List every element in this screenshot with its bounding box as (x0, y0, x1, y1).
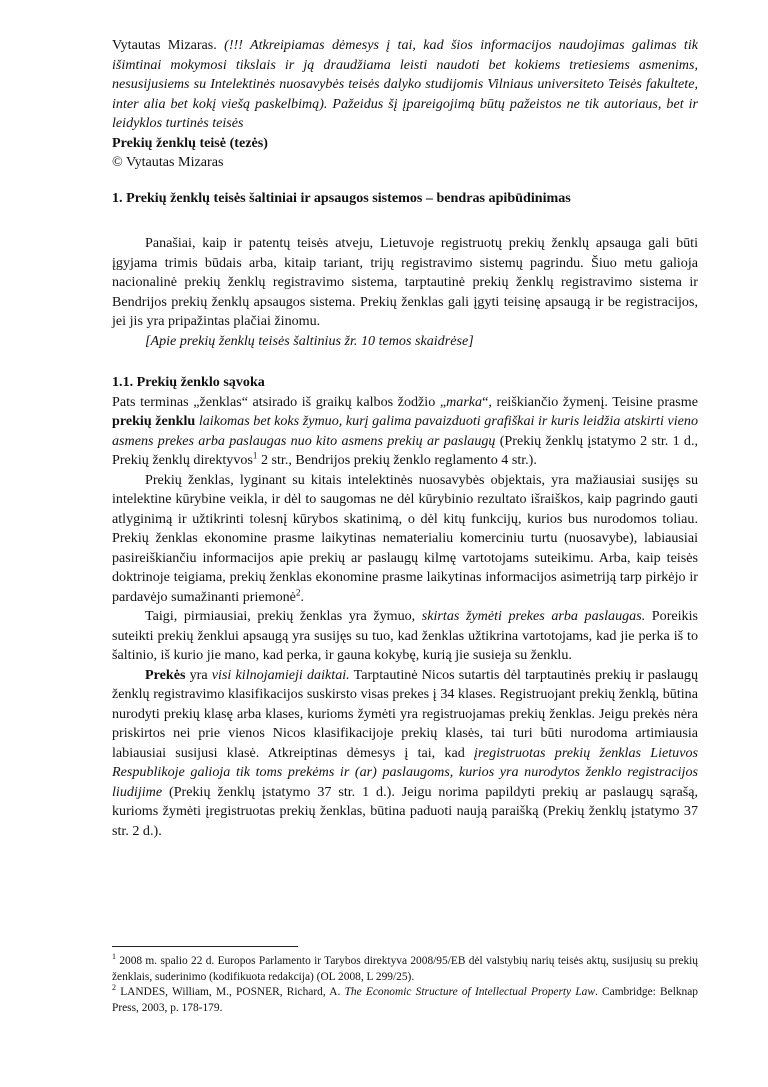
footnote-1: $^1$ 2008 m. spalio 22 d. Europos Parlamento ir Tarybos direktyva 2008/95/EB dėl valstybių narių teisės aktų, susijusių su prekių ženklais, suderinimo (kodifikuota redakcija) (OL 2008, L 299/25). (112, 952, 698, 983)
copyright-line: © Vytautas Mizaras (112, 154, 224, 170)
footnotes (112, 954, 698, 1016)
document-title: Prekių ženklų teisė (tezės) (112, 134, 268, 151)
section-1-1-paragraph-1: Pats terminas „ženklas“ atsirado iš graikų kalbos žodžio „marka“, reiškiančio žymenį. Teisine prasme prekių ženklu laikomas bet koks žymuo, kurį galima pavaizduoti grafiškai ir kuris leidžia atskirti vieno asmens prekes arba paslaugas nuo kito asmens prekių ar paslaugų (Prekių ženklų įstatymo 2 str. 1 d., Prekių ženklų direktyvos$^1$ 2 str., Bendrijos prekių ženklo reglamento 4 str.). (112, 393, 698, 468)
usage-notice: (!!! Atkreipiamas dėmesys į tai, kad šios informacijos naudojimas galimas tik išimtinai mokymosi tikslais ir ją draudžiama leisti naudoti bet kokiems tretiesiems asmenims, nesusijusiems su Intelektinės nuosavybės teisės dalyko studijomis Vilniaus universiteto Teisės fakultete, inter alia bet kokį viešą paskelbimą). Pažeidus šį įpareigojimą būtų pažeistos ne tik autoriaus, bet ir leidyklos turtinės teisės (112, 37, 698, 131)
section-1-paragraph-1: Panašiai, kaip ir patentų teisės atveju, Lietuvoje registruotų prekių ženklų apsauga gali būti įgyjama trimis būdais arba, kitaip tariant, trijų registravimo sistemų pagrindu. Šiuo metu galioja nacionalinė prekių ženklų registravimo sistema, tarptautinė prekių ženklų registravimo sistema ir Bendrijos prekių ženklų apsaugos sistema. Prekių ženklas gali įgyti teisinę apsaugą ir be registracijos, jei jis yra pripažintas plačiai žinomu. (112, 235, 698, 329)
section-1-1-heading: 1.1. Prekių ženklo sąvoka (112, 374, 265, 390)
definition-text: laikomas bet koks žymuo, kurį galima pavaizduoti grafiškai ir kuris leidžia atskirti vieno asmens prekes arba paslaugas nuo kito asmens prekių ar paslaugų (112, 413, 698, 449)
footnote-separator (112, 946, 298, 947)
section-1-heading: 1. Prekių ženklų teisės šaltiniai ir apsaugos sistemos – bendras apibūdinimas (112, 189, 571, 206)
section-1-1-paragraph-4: Prekės yra visi kilnojamieji daiktai. Tarptautinė Nicos sutartis dėl tarptautinės prekių ir paslaugų ženklų registravimo klasifikacijos suskirsto visas prekes į 34 klases. Registruojant prekių ženklą, būtina nurodyti prekių klasę arba klases, kurioms žymėti yra registruojamas prekių ženklas. Jeigu prekės nėra priskirtos nei prie vienos Nicos klasifikacijoje prekių klasės, tai turi būti nurodoma artimiausia labiausiai susijusi klasė. Atkreiptinas dėmesys į tai, kad įregistruotas prekių ženklas Lietuvos Respublikoje galioja tik toms prekėms ir (ar) paslaugoms, kurios yra nurodytos ženklo registracijos liudijime (Prekių ženklų įstatymo 37 str. 1 d.). Jeigu norima papildyti prekių ar paslaugų sąrašą, kurioms žymėti įregistruotas prekių ženklas, būtina paduoti naują paraišką (Prekių ženklų įstatymo 37 str. 2 d.). (112, 666, 698, 839)
section-1-1-paragraph-3: Taigi, pirmiausiai, prekių ženklas yra žymuo, skirtas žymėti prekes arba paslaugas. Poreikis suteikti prekių ženklui apsaugą yra susijęs su tuo, kad ženklas užtikrina vartotojams, kad jie perka iš to šaltinio, iš kurio jie mano, kad perka, ir gauna kokybę, kurią jie susieja su ženklu. (112, 608, 699, 663)
term-prekiu-zenklu: prekių ženklu (112, 413, 196, 429)
author-name: Vytautas Mizaras. (112, 37, 217, 53)
section-1-1-paragraph-2: Prekių ženklas, lyginant su kitais intelektinės nuosavybės objektais, yra mažiausiai susijęs su intelektine kūrybine veikla, ir dėl to saugomas ne dėl kūrybinio rezultato išraiškos, kaip pagrindo gauti atlyginimą ir užtikrinti tolesnį kūrybos skatinimą, o dėl kitų funkcijų, kurios bus nurodomos toliau. Prekių ženklas ekonomine prasme laikytinas nematerialiu komerciniu turtu (nuosavybe), labiausiai pasireiškiančiu informacijos apie prekių ar paslaugų kilmę vartotojams suteikimu. Arba, kaip teisės doktrinoje teigiama, prekių ženklas ekonomine prasme laikytinas informacijos asimetriją tarp pirkėjo ir pardavėjo sumažinanti priemonė$^2$. (112, 471, 698, 605)
footnote-ref-2: 2 (295, 586, 301, 597)
document-page (112, 36, 698, 841)
footnote-ref-1: 1 (252, 450, 258, 461)
section-1-reference-note: [Apie prekių ženklų teisės šaltinius žr. 10 temos skaidrėse] (145, 332, 474, 349)
footnote-2: $^2$ LANDES, William, M., POSNER, Richard, A. The Economic Structure of Intellectual Property Law. Cambridge: Belknap Press, 2003, p. 178-179. (112, 983, 699, 1014)
copyright-notice (112, 36, 698, 134)
term-prekes: Prekės (145, 666, 186, 683)
